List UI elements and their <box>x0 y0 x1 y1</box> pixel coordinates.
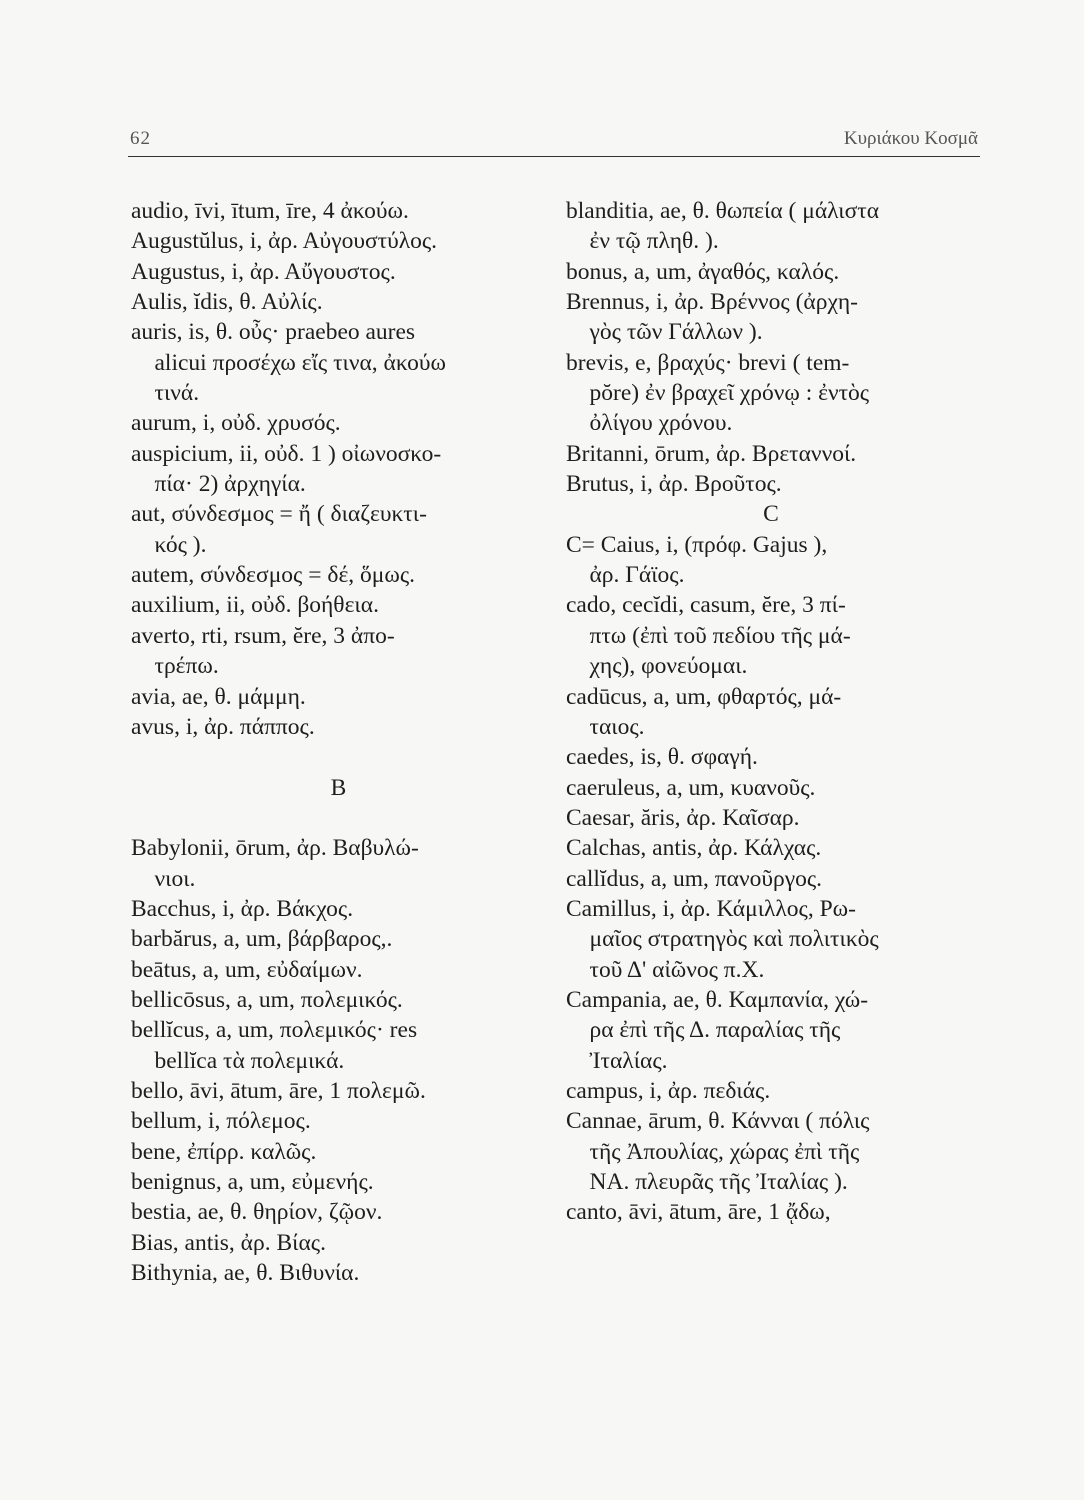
entry-line: Aulis, ĭdis, θ. Αὐλίς. <box>131 289 323 316</box>
dictionary-entry <box>131 257 556 287</box>
dictionary-entry <box>131 955 556 985</box>
entry-line: benignus, a, um, εὐμενής. <box>131 1169 374 1195</box>
entry-line: κός ). <box>154 531 207 558</box>
entry-line: τῆς Ἀπουλίας, χώρας ἐπὶ τῆς <box>589 1138 860 1165</box>
entry-line: χης), φονεύομαι. <box>589 653 748 680</box>
section-heading-b: B <box>330 774 347 801</box>
entry-line: caedes, is, θ. σφαγή. <box>566 744 758 771</box>
dictionary-entry <box>131 317 556 408</box>
dictionary-entry <box>131 1106 556 1136</box>
dictionary-entry <box>566 287 986 348</box>
entry-line: auxilium, ii, οὐδ. βοήθεια. <box>131 592 379 619</box>
entry-line: autem, σύνδεσμος = δέ, ὅμως. <box>131 562 416 589</box>
entry-line: Britanni, ōrum, ἀρ. Βρεταννοί. <box>566 440 857 467</box>
entry-line: μαῖος στρατηγὸς καὶ πολιτικὸς <box>589 926 879 953</box>
entry-line: bene, ἐπίρρ. καλῶς. <box>131 1138 317 1165</box>
entry-line: Augustus, i, ἀρ. Αὔγουστος. <box>131 258 396 285</box>
dictionary-entry <box>566 1106 986 1197</box>
entry-line: Babylonii, ōrum, ἀρ. Βαβυλώ- <box>131 835 419 862</box>
dictionary-entry <box>131 712 556 742</box>
dictionary-entry <box>566 833 986 863</box>
entry-line: Ἰταλίας. <box>589 1047 668 1074</box>
entry-line: Augustŭlus, i, ἀρ. Αὐγουστύλος. <box>131 228 438 255</box>
entries-c-list <box>566 530 986 1228</box>
dictionary-entry <box>566 742 986 772</box>
dictionary-entry <box>131 499 556 560</box>
entry-line: τινά. <box>154 380 200 407</box>
section-heading-c: C <box>763 501 779 528</box>
dictionary-entry <box>566 439 986 469</box>
entry-line: Campania, ae, θ. Καμπανία, χώ- <box>566 986 869 1013</box>
dictionary-entry <box>566 864 986 894</box>
entry-line: νιοι. <box>154 865 196 892</box>
entry-line: averto, rti, rsum, ĕre, 3 ἀπο- <box>131 622 395 649</box>
entry-line: ἐν τῷ πληθ. ). <box>589 228 719 255</box>
entry-line: audio, īvi, ītum, īre, 4 ἀκούω. <box>131 198 409 224</box>
dictionary-entry <box>566 803 986 833</box>
dictionary-entry <box>131 1228 556 1258</box>
dictionary-entry <box>566 530 986 591</box>
entry-line: avus, i, ἀρ. πάππος. <box>131 713 315 740</box>
entry-line: ΝΑ. πλευρᾶς τῆς Ἰταλίας ). <box>589 1169 848 1195</box>
entry-line: beātus, a, um, εὐδαίμων. <box>131 956 363 983</box>
page-header <box>130 128 978 158</box>
dictionary-entry <box>131 682 556 712</box>
entry-line: Camillus, i, ἀρ. Κάμιλλος, Ρω- <box>566 895 856 922</box>
entry-line: cado, cecĭdi, casum, ĕre, 3 πί- <box>566 592 846 619</box>
dictionary-entry <box>131 560 556 590</box>
entry-line: πτω (ἐπὶ τοῦ πεδίου τῆς μά- <box>589 622 851 649</box>
dictionary-entry <box>131 833 556 894</box>
dictionary-entry <box>131 1137 556 1167</box>
entry-line: bellicōsus, a, um, πολεμικός. <box>131 986 403 1013</box>
dictionary-entry <box>131 1197 556 1227</box>
entry-line: πία· 2) ἀρχηγία. <box>154 471 306 498</box>
dictionary-entry <box>566 1197 986 1227</box>
dictionary-entry <box>131 196 556 226</box>
dictionary-entry <box>131 1167 556 1197</box>
dictionary-entry <box>131 439 556 500</box>
entry-line: blanditia, ae, θ. θωπεία ( μάλιστα <box>566 198 880 224</box>
entry-line: pŏre) ἐν βραχεῖ χρόνῳ : ἐντὸς <box>589 380 870 407</box>
dictionary-entry <box>566 1076 986 1106</box>
dictionary-entry <box>131 924 556 954</box>
entry-line: Caesar, ăris, ἀρ. Καῖσαρ. <box>566 804 800 831</box>
dictionary-entry <box>131 590 556 620</box>
dictionary-entry <box>566 196 986 257</box>
entry-line: barbărus, a, um, βάρβαρος,. <box>131 926 393 953</box>
running-head: Κυριάκου Κοσμᾶ <box>843 128 978 149</box>
right-column <box>566 196 986 1228</box>
dictionary-entry <box>566 682 986 743</box>
dictionary-entry <box>566 894 986 985</box>
entry-line: ἀρ. Γάϊος. <box>589 562 685 589</box>
dictionary-entry <box>566 348 986 439</box>
entry-line: aut, σύνδεσμος = ἤ ( διαζευκτι- <box>131 501 427 528</box>
entry-line: τρέπω. <box>154 653 219 680</box>
dictionary-entry <box>566 985 986 1076</box>
entry-line: bellĭca τὰ πολεμικά. <box>154 1047 345 1074</box>
entry-line: bello, āvi, ātum, āre, 1 πολεμῶ. <box>131 1077 426 1104</box>
entry-line: C= Caius, i, (πρόφ. Gajus ), <box>566 531 828 558</box>
entry-line: caeruleus, a, um, κυανοῦς. <box>566 774 816 801</box>
entry-line: ρα ἐπὶ τῆς Δ. παραλίας τῆς <box>589 1017 841 1044</box>
entry-line: Calchas, antis, ἀρ. Κάλχας. <box>566 835 822 862</box>
entry-line: Cannae, ārum, θ. Κάνναι ( πόλις <box>566 1108 870 1135</box>
entry-line: bellum, i, πόλεμος. <box>131 1108 311 1135</box>
dictionary-entry <box>566 773 986 803</box>
dictionary-entry <box>131 408 556 438</box>
dictionary-entry <box>131 985 556 1015</box>
entry-line: auspicium, ii, οὐδ. 1 ) οἰωνοσκο- <box>131 440 442 467</box>
dictionary-entry <box>131 621 556 682</box>
entries-b-list <box>131 833 556 1288</box>
entry-line: aurum, i, οὐδ. χρυσός. <box>131 410 341 437</box>
entry-line: Brutus, i, ἀρ. Βροῦτος. <box>566 471 782 498</box>
dictionary-entry <box>131 1076 556 1106</box>
entry-line: τοῦ Δ' αἰῶνος π.Χ. <box>589 956 765 983</box>
entry-line: bestia, ae, θ. θηρίον, ζῷον. <box>131 1199 383 1226</box>
entry-line: bellĭcus, a, um, πολεμικός· res <box>131 1017 418 1044</box>
header-rule <box>128 156 980 157</box>
entry-line: Bias, antis, ἀρ. Βίας. <box>131 1229 326 1256</box>
entry-line: Brennus, i, ἀρ. Βρέννος (ἀρχη- <box>566 289 859 316</box>
entry-line: cadūcus, a, um, φθαρτός, μά- <box>566 683 842 710</box>
dictionary-entry <box>566 590 986 681</box>
dictionary-entry <box>566 469 986 499</box>
entry-line: auris, is, θ. οὖς· praebeo aures <box>131 319 416 346</box>
dictionary-entry <box>566 257 986 287</box>
entry-line: Bacchus, i, ἀρ. Βάκχος. <box>131 895 354 922</box>
dictionary-entry <box>131 226 556 256</box>
dictionary-entry <box>131 1015 556 1076</box>
entry-line: ὀλίγου χρόνου. <box>589 410 733 437</box>
entries-a-list <box>131 196 556 742</box>
entry-line: ταιος. <box>589 713 645 740</box>
dictionary-entry <box>131 894 556 924</box>
entry-line: γὸς τῶν Γάλλων ). <box>589 319 763 346</box>
entry-line: alicui προσέχω εἴς τινα, ἀκούω <box>154 349 447 376</box>
page-number: 62 <box>130 128 151 149</box>
entry-line: callĭdus, a, um, πανοῦργος. <box>566 865 823 892</box>
dictionary-entry <box>131 1258 556 1288</box>
entries-b-continued-list <box>566 196 986 499</box>
entry-line: avia, ae, θ. μάμμη. <box>131 683 306 710</box>
entry-line: canto, āvi, ātum, āre, 1 ᾄδω, <box>566 1199 831 1226</box>
left-column <box>131 196 556 1288</box>
entry-line: bonus, a, um, ἀγαθός, καλός. <box>566 258 840 285</box>
dictionary-entry <box>131 287 556 317</box>
entry-line: brevis, e, βραχύς· brevi ( tem- <box>566 349 850 376</box>
entry-line: campus, i, ἀρ. πεδιάς. <box>566 1077 771 1104</box>
entry-line: Bithynia, ae, θ. Βιθυνία. <box>131 1260 360 1287</box>
